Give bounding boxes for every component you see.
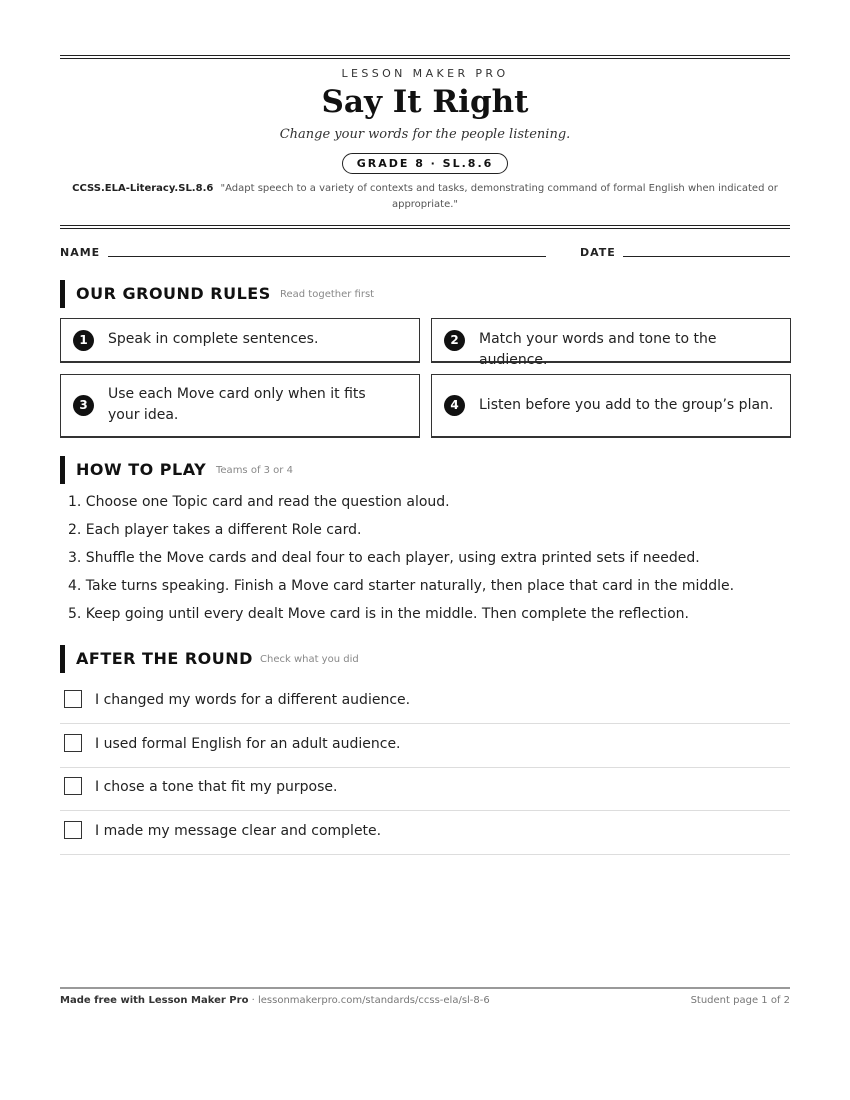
checkbox[interactable] xyxy=(64,734,82,752)
checklist-text: I changed my words for a different audience. xyxy=(95,692,411,708)
step-item: 1. Choose one Topic card and read the question aloud. xyxy=(68,494,450,510)
section-note: Check what you did xyxy=(260,654,359,665)
rule-text: Use each Move card only when it fits your idea. xyxy=(108,386,366,423)
section-title: AFTER THE ROUND xyxy=(76,649,253,668)
ground-rules-heading xyxy=(60,280,790,308)
header-rule-top-inner xyxy=(60,58,790,59)
section-accent-bar xyxy=(60,645,65,673)
footer-rule xyxy=(60,987,790,989)
header-rule-bottom xyxy=(60,225,790,226)
step-item: 4. Take turns speaking. Finish a Move card starter naturally, then place that card in the middle. xyxy=(68,578,735,594)
rule-number-badge: 2 xyxy=(444,330,465,351)
rule-card-4 xyxy=(431,374,791,438)
checklist-item-1 xyxy=(60,680,790,724)
standard-text: "Adapt speech to a variety of contexts and tasks, demonstrating command of formal English when indicated or appropriate." xyxy=(220,183,778,210)
brand-name: LESSON MAKER PRO xyxy=(341,67,509,80)
header-rule-top xyxy=(60,55,790,56)
checklist-text: I made my message clear and complete. xyxy=(95,823,382,839)
standard-code: CCSS.ELA-Literacy.SL.8.6 xyxy=(72,183,214,194)
footer-page-info: Student page 1 of 2 xyxy=(690,995,790,1006)
section-title: HOW TO PLAY xyxy=(76,460,207,479)
checklist-text: I chose a tone that fit my purpose. xyxy=(95,779,338,795)
worksheet-page xyxy=(60,0,790,1100)
checklist-text: I used formal English for an adult audience. xyxy=(95,736,401,752)
section-note: Teams of 3 or 4 xyxy=(216,465,293,476)
rule-number-badge: 4 xyxy=(444,395,465,416)
rule-number-badge: 1 xyxy=(73,330,94,351)
checklist-item-2 xyxy=(60,724,790,768)
rule-card-2 xyxy=(431,318,791,368)
footer-made-with: Made free with Lesson Maker Pro xyxy=(60,995,249,1006)
footer-url[interactable]: · lessonmakerpro.com/standards/ccss-ela/sl-8-6 xyxy=(248,995,490,1006)
steps-list xyxy=(68,491,790,631)
rule-number-badge: 3 xyxy=(73,395,94,416)
how-to-play-heading xyxy=(60,456,790,484)
checklist-item-3 xyxy=(60,767,790,811)
checkbox[interactable] xyxy=(64,821,82,839)
step-item: 5. Keep going until every dealt Move card is in the middle. Then complete the reflection. xyxy=(68,606,689,622)
section-accent-bar xyxy=(60,280,65,308)
page-subtitle: Change your words for the people listening. xyxy=(279,127,571,142)
grade-badge: GRADE 8 · SL.8.6 xyxy=(342,153,509,174)
checkbox[interactable] xyxy=(64,690,82,708)
rule-card-1 xyxy=(60,318,420,363)
after-round-heading xyxy=(60,645,790,673)
checkbox[interactable] xyxy=(64,777,82,795)
section-accent-bar xyxy=(60,456,65,484)
section-note: Read together first xyxy=(280,289,375,300)
section-title: OUR GROUND RULES xyxy=(76,284,271,303)
name-field[interactable] xyxy=(108,256,546,257)
rule-text: Listen before you add to the group’s plan. xyxy=(479,397,774,413)
header-rule-bottom-inner xyxy=(60,228,790,229)
date-label: DATE xyxy=(580,246,616,259)
page-title: Say It Right xyxy=(321,84,529,120)
rule-text: Speak in complete sentences. xyxy=(108,331,319,347)
date-field[interactable] xyxy=(623,256,790,257)
checklist-item-4 xyxy=(60,811,790,855)
grade-badge-wrap xyxy=(60,152,790,174)
step-item: 2. Each player takes a different Role card. xyxy=(68,522,362,538)
rule-text: Match your words and tone to the audience. xyxy=(479,331,717,368)
footer-credit xyxy=(60,995,490,1006)
standard-description xyxy=(70,181,780,213)
rule-card-3 xyxy=(60,374,420,438)
name-label: NAME xyxy=(60,246,101,259)
step-item: 3. Shuffle the Move cards and deal four to each player, using extra printed sets if needed. xyxy=(68,550,700,566)
name-date-row xyxy=(60,244,790,264)
